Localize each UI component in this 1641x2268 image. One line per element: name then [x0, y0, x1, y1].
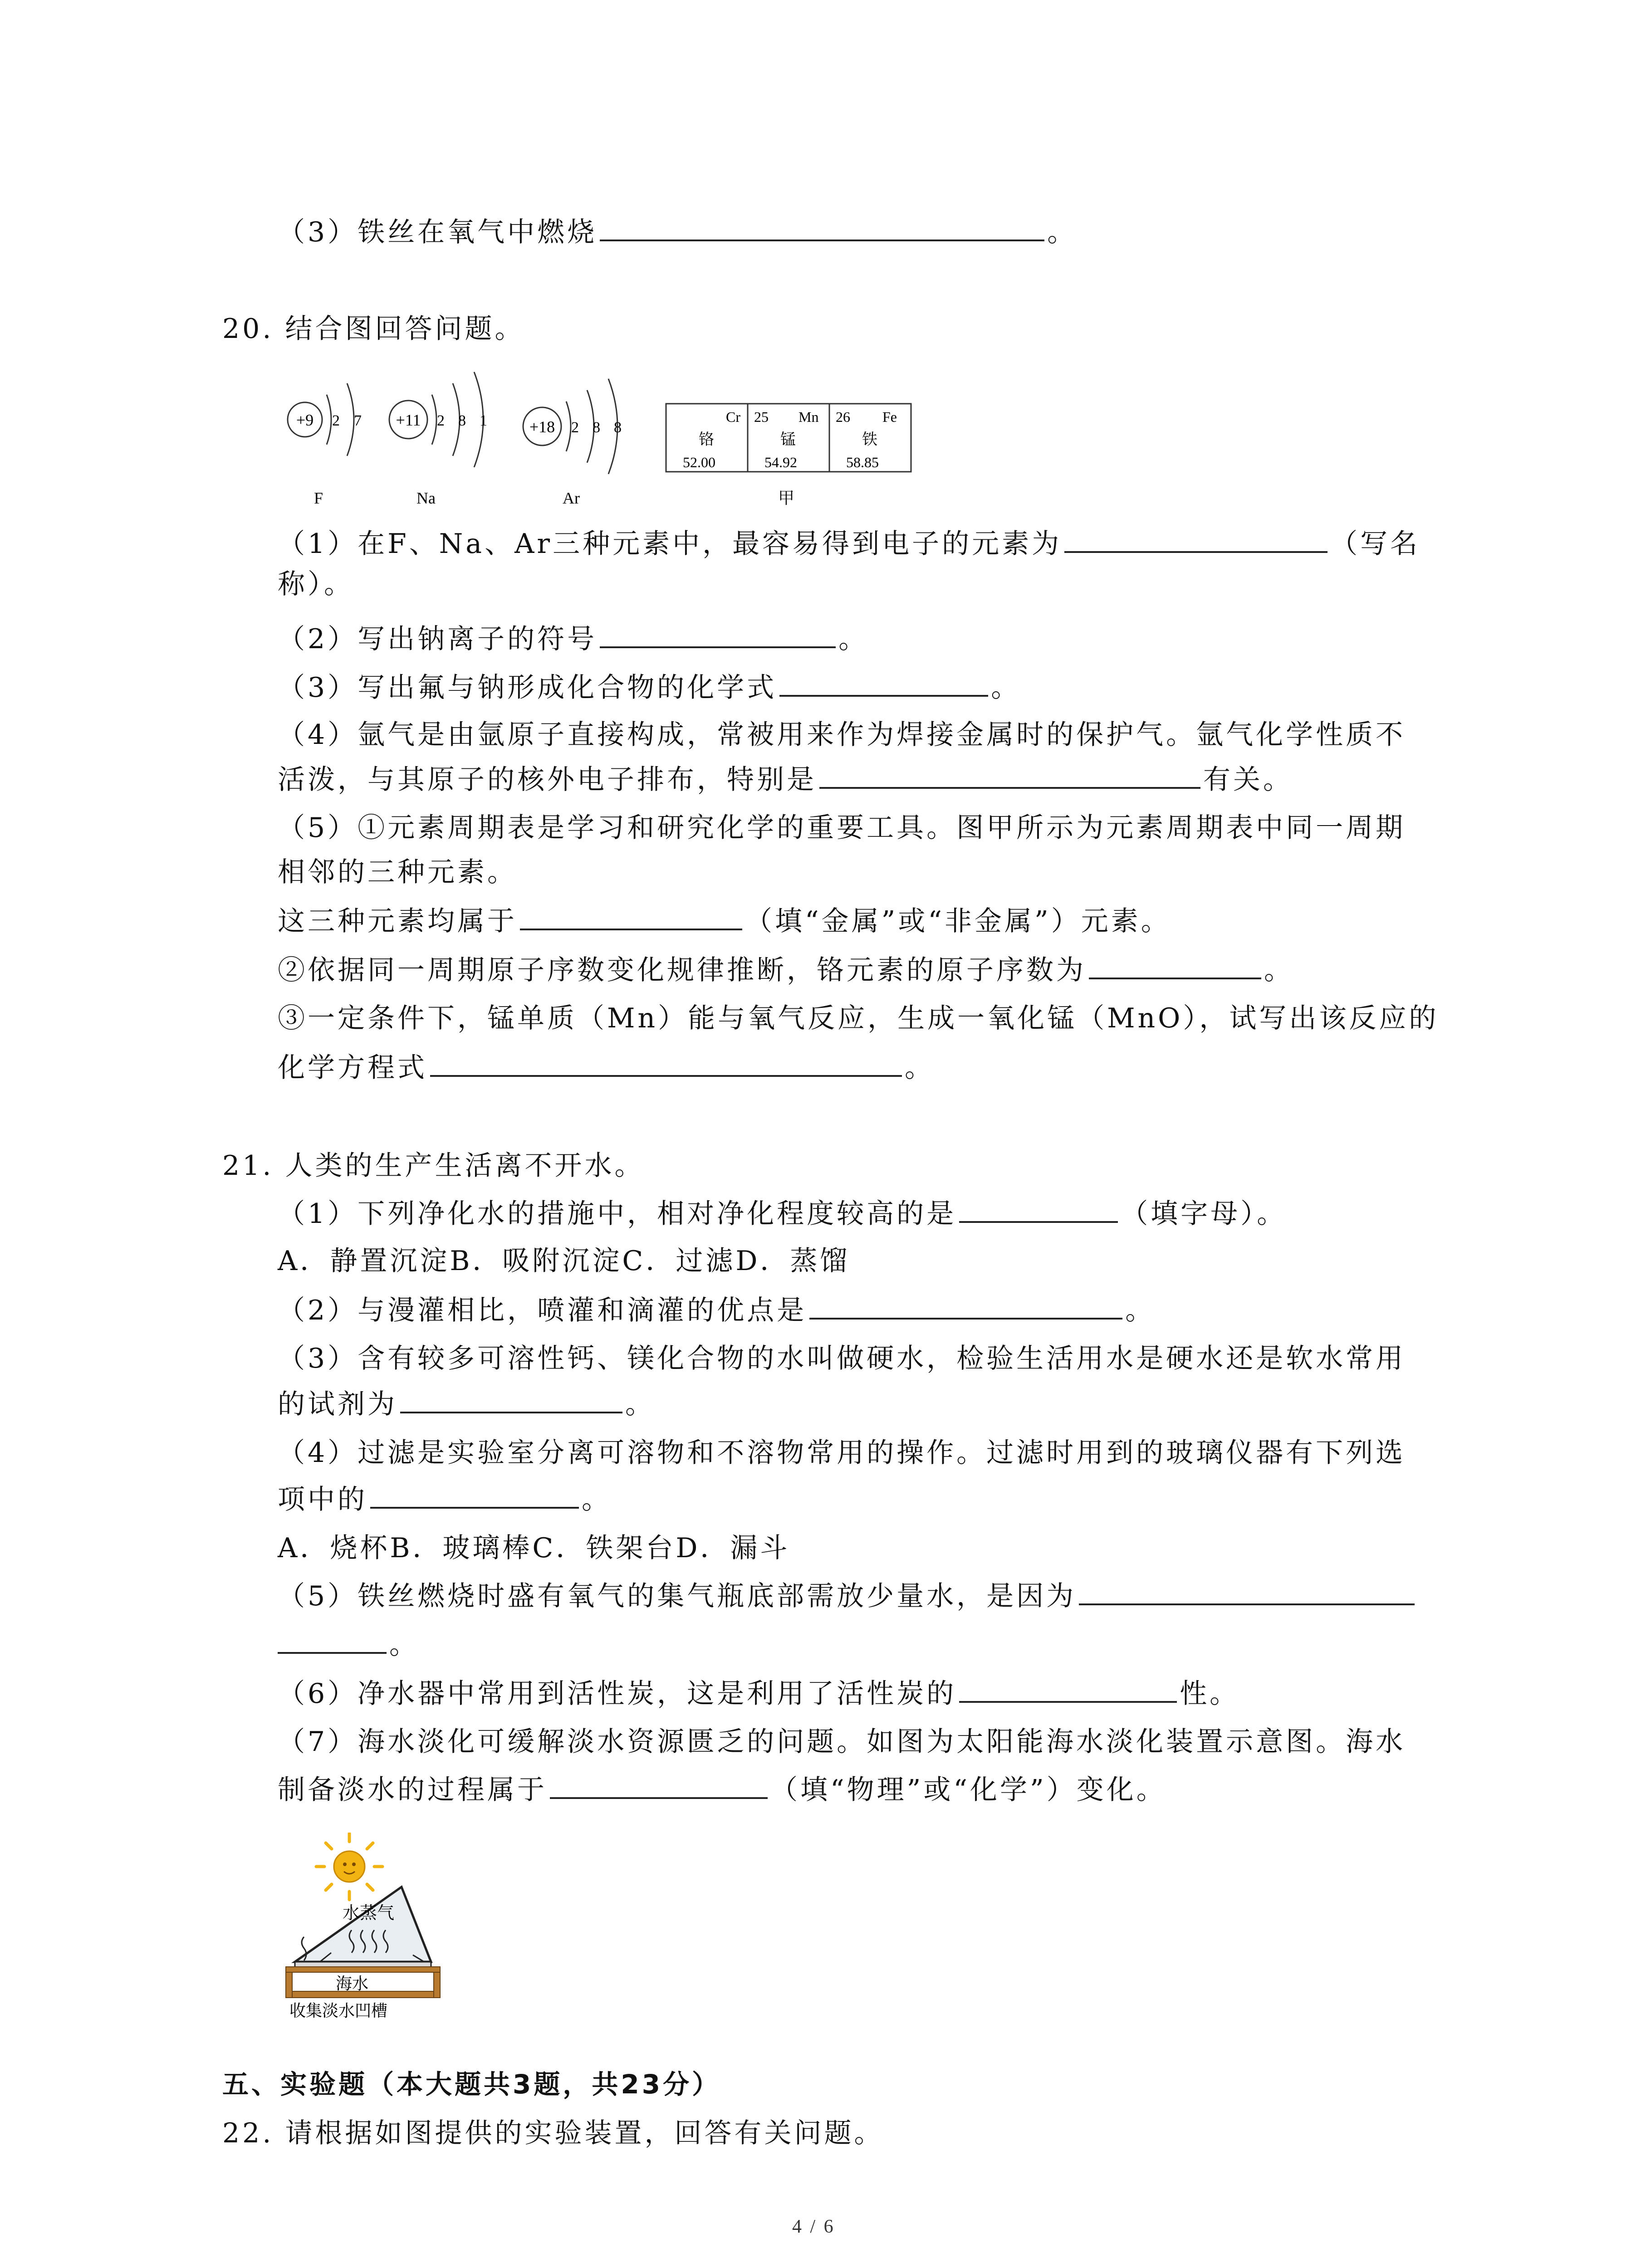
q21-p5-cont — [278, 1628, 419, 1661]
q21-p7-tail: （填“物理”或“化学”）变化。 — [770, 1774, 1166, 1806]
period: 。 — [1264, 954, 1294, 986]
q19-item3 — [278, 216, 1077, 248]
q22-stem: 22. 请根据如图提供的实验装置，回答有关问题。 — [222, 2117, 884, 2149]
q21-p7-text: 制备淡水的过程属于 — [278, 1774, 547, 1806]
q21-p1-tail: （填字母）。 — [1121, 1198, 1287, 1230]
q20-p5-cont: 相邻的三种元素。 — [278, 856, 517, 888]
q20-p5-metal-tail: （填“金属”或“非金属”）元素。 — [745, 905, 1171, 937]
shell-count: 8 — [614, 419, 622, 436]
q21-p4-cont — [278, 1483, 612, 1515]
period: 。 — [838, 623, 869, 655]
period: 。 — [1125, 1295, 1156, 1326]
q20-p1 — [278, 528, 1420, 560]
period: 。 — [991, 672, 1021, 704]
shell-count: 1 — [480, 412, 487, 429]
q20-p5-metal-text: 这三种元素均属于 — [278, 905, 517, 937]
answer-blank[interactable] — [430, 1051, 902, 1077]
shell-count: 2 — [332, 412, 340, 429]
q20-p5-number-text: ②依据同一周期原子序数变化规律推断，铬元素的原子序数为 — [278, 954, 1086, 986]
q20-p3 — [278, 671, 1021, 704]
page-number: 4 / 6 — [792, 2216, 835, 2237]
period: 。 — [389, 1629, 419, 1661]
answer-blank[interactable] — [959, 1198, 1118, 1223]
periodic-table-excerpt — [666, 404, 911, 507]
answer-blank[interactable] — [278, 1628, 387, 1654]
q21-p1-options: A．静置沉淀B．吸附沉淀C．过滤D．蒸馏 — [278, 1245, 850, 1277]
q21-p3-text: 的试剂为 — [278, 1388, 397, 1420]
answer-blank[interactable] — [600, 216, 1044, 241]
q21-p2 — [278, 1294, 1155, 1326]
q20-p1-tail: （写名 — [1330, 528, 1421, 560]
atom-structure-figure — [272, 354, 935, 517]
answer-blank[interactable] — [1064, 528, 1327, 553]
answer-blank[interactable] — [520, 905, 742, 930]
sun-icon — [316, 1833, 382, 1900]
q20-p1-text: （1）在F、Na、Ar三种元素中，最容易得到电子的元素为 — [278, 528, 1062, 560]
q20-p5: （5）①元素周期表是学习和研究化学的重要工具。图甲所示为元素周期表中同一周期 — [278, 812, 1406, 844]
shell-count: 2 — [571, 419, 579, 436]
atomic-mass: 54.92 — [764, 454, 797, 470]
q19-item3-text: （3）铁丝在氧气中燃烧 — [278, 216, 598, 248]
atomic-number: 25 — [754, 409, 769, 425]
q21-p6-tail: 性。 — [1180, 1678, 1240, 1710]
element-name: 铁 — [862, 431, 877, 448]
atom-ar-diagram — [523, 379, 622, 507]
collection-trough-label: 收集淡水凹槽 — [289, 2002, 388, 2020]
q20-p4-cont — [278, 763, 1293, 796]
period: 。 — [625, 1388, 655, 1420]
answer-blank[interactable] — [1089, 954, 1261, 979]
answer-blank[interactable] — [400, 1388, 622, 1413]
vapor-label: 水蒸气 — [343, 1904, 395, 1923]
period: 。 — [582, 1484, 612, 1515]
q21-p1 — [278, 1198, 1287, 1230]
q20-p4-text: 活泼，与其原子的核外电子排布，特别是 — [278, 764, 817, 796]
element-symbol: Mn — [798, 409, 819, 425]
nucleus-charge: +18 — [529, 418, 555, 436]
atomic-mass: 52.00 — [683, 454, 715, 470]
answer-blank[interactable] — [959, 1677, 1177, 1703]
q20-p3-text: （3）写出氟与钠形成化合物的化学式 — [278, 672, 777, 704]
atom-f-diagram — [288, 383, 362, 507]
q20-p1-cont: 称）。 — [278, 568, 354, 600]
nucleus-charge: +9 — [296, 411, 314, 429]
figure-caption: 甲 — [778, 489, 795, 507]
q21-p5-text: （5）铁丝燃烧时盛有氧气的集气瓶底部需放少量水，是因为 — [278, 1580, 1077, 1612]
element-symbol: Fe — [882, 409, 897, 425]
q21-p3: （3）含有较多可溶性钙、镁化合物的水叫做硬水，检验生活用水是硬水还是软水常用 — [278, 1343, 1406, 1374]
q21-p7-cont — [278, 1774, 1166, 1806]
atomic-mass: 58.85 — [846, 454, 879, 470]
atom-label: Ar — [563, 489, 580, 507]
shell-count: 7 — [354, 412, 362, 429]
period: 。 — [905, 1052, 935, 1084]
q20-p5-metal — [278, 905, 1171, 937]
q20-p2-text: （2）写出钠离子的符号 — [278, 623, 598, 655]
element-name: 铬 — [699, 431, 714, 448]
seawater-label: 海水 — [336, 1975, 369, 1993]
answer-blank[interactable] — [1079, 1580, 1415, 1605]
q21-p4-options: A．烧杯B．玻璃棒C．铁架台D．漏斗 — [278, 1532, 790, 1564]
answer-blank[interactable] — [370, 1483, 579, 1509]
q20-p5-equation — [278, 1051, 935, 1084]
q21-stem: 21. 人类的生产生活离不开水。 — [222, 1150, 645, 1182]
period: 。 — [1047, 216, 1078, 248]
atom-label: Na — [416, 489, 436, 507]
q20-p4-tail: 有关。 — [1203, 764, 1293, 796]
q21-p6 — [278, 1677, 1239, 1710]
section-title: 五、实验题（本大题共3题，共23分） — [222, 2069, 721, 2100]
q21-p3-cont — [278, 1388, 655, 1420]
element-symbol: Cr — [726, 409, 740, 425]
q20-p4: （4）氩气是由氩原子直接构成，常被用来作为焊接金属时的保护气。氩气化学性质不 — [278, 719, 1406, 751]
solar-desalination-figure — [277, 1833, 467, 2028]
answer-blank[interactable] — [819, 763, 1200, 789]
q21-p1-text: （1）下列净化水的措施中，相对净化程度较高的是 — [278, 1198, 957, 1230]
q20-stem: 20. 结合图回答问题。 — [222, 313, 525, 345]
q20-p5-equation-text: 化学方程式 — [278, 1052, 427, 1084]
q20-p5-number — [278, 954, 1294, 986]
atomic-number: 26 — [836, 409, 850, 425]
q21-p6-text: （6）净水器中常用到活性炭，这是利用了活性炭的 — [278, 1678, 957, 1710]
answer-blank[interactable] — [550, 1774, 768, 1799]
q21-p4: （4）过滤是实验室分离可溶物和不溶物常用的操作。过滤时用到的玻璃仪器有下列选 — [278, 1437, 1406, 1469]
answer-blank[interactable] — [779, 671, 988, 697]
shell-count: 8 — [458, 412, 466, 429]
shell-count: 2 — [437, 412, 445, 429]
q21-p4-text: 项中的 — [278, 1484, 367, 1515]
q21-p2-text: （2）与漫灌相比，喷灌和滴灌的优点是 — [278, 1295, 807, 1326]
answer-blank[interactable] — [809, 1294, 1122, 1320]
shell-count: 8 — [593, 419, 600, 436]
answer-blank[interactable] — [600, 623, 836, 648]
nucleus-charge: +11 — [396, 411, 421, 429]
atom-na-diagram — [389, 372, 487, 507]
element-name: 锰 — [780, 431, 796, 448]
atom-label: F — [314, 489, 323, 507]
q20-p2 — [278, 623, 868, 655]
q21-p7: （7）海水淡化可缓解淡水资源匮乏的问题。如图为太阳能海水淡化装置示意图。海水 — [278, 1726, 1406, 1758]
q21-p5 — [278, 1580, 1417, 1612]
q20-p5-reaction: ③一定条件下，锰单质（Mn）能与氧气反应，生成一氧化锰（MnO），试写出该反应的 — [278, 1002, 1439, 1034]
